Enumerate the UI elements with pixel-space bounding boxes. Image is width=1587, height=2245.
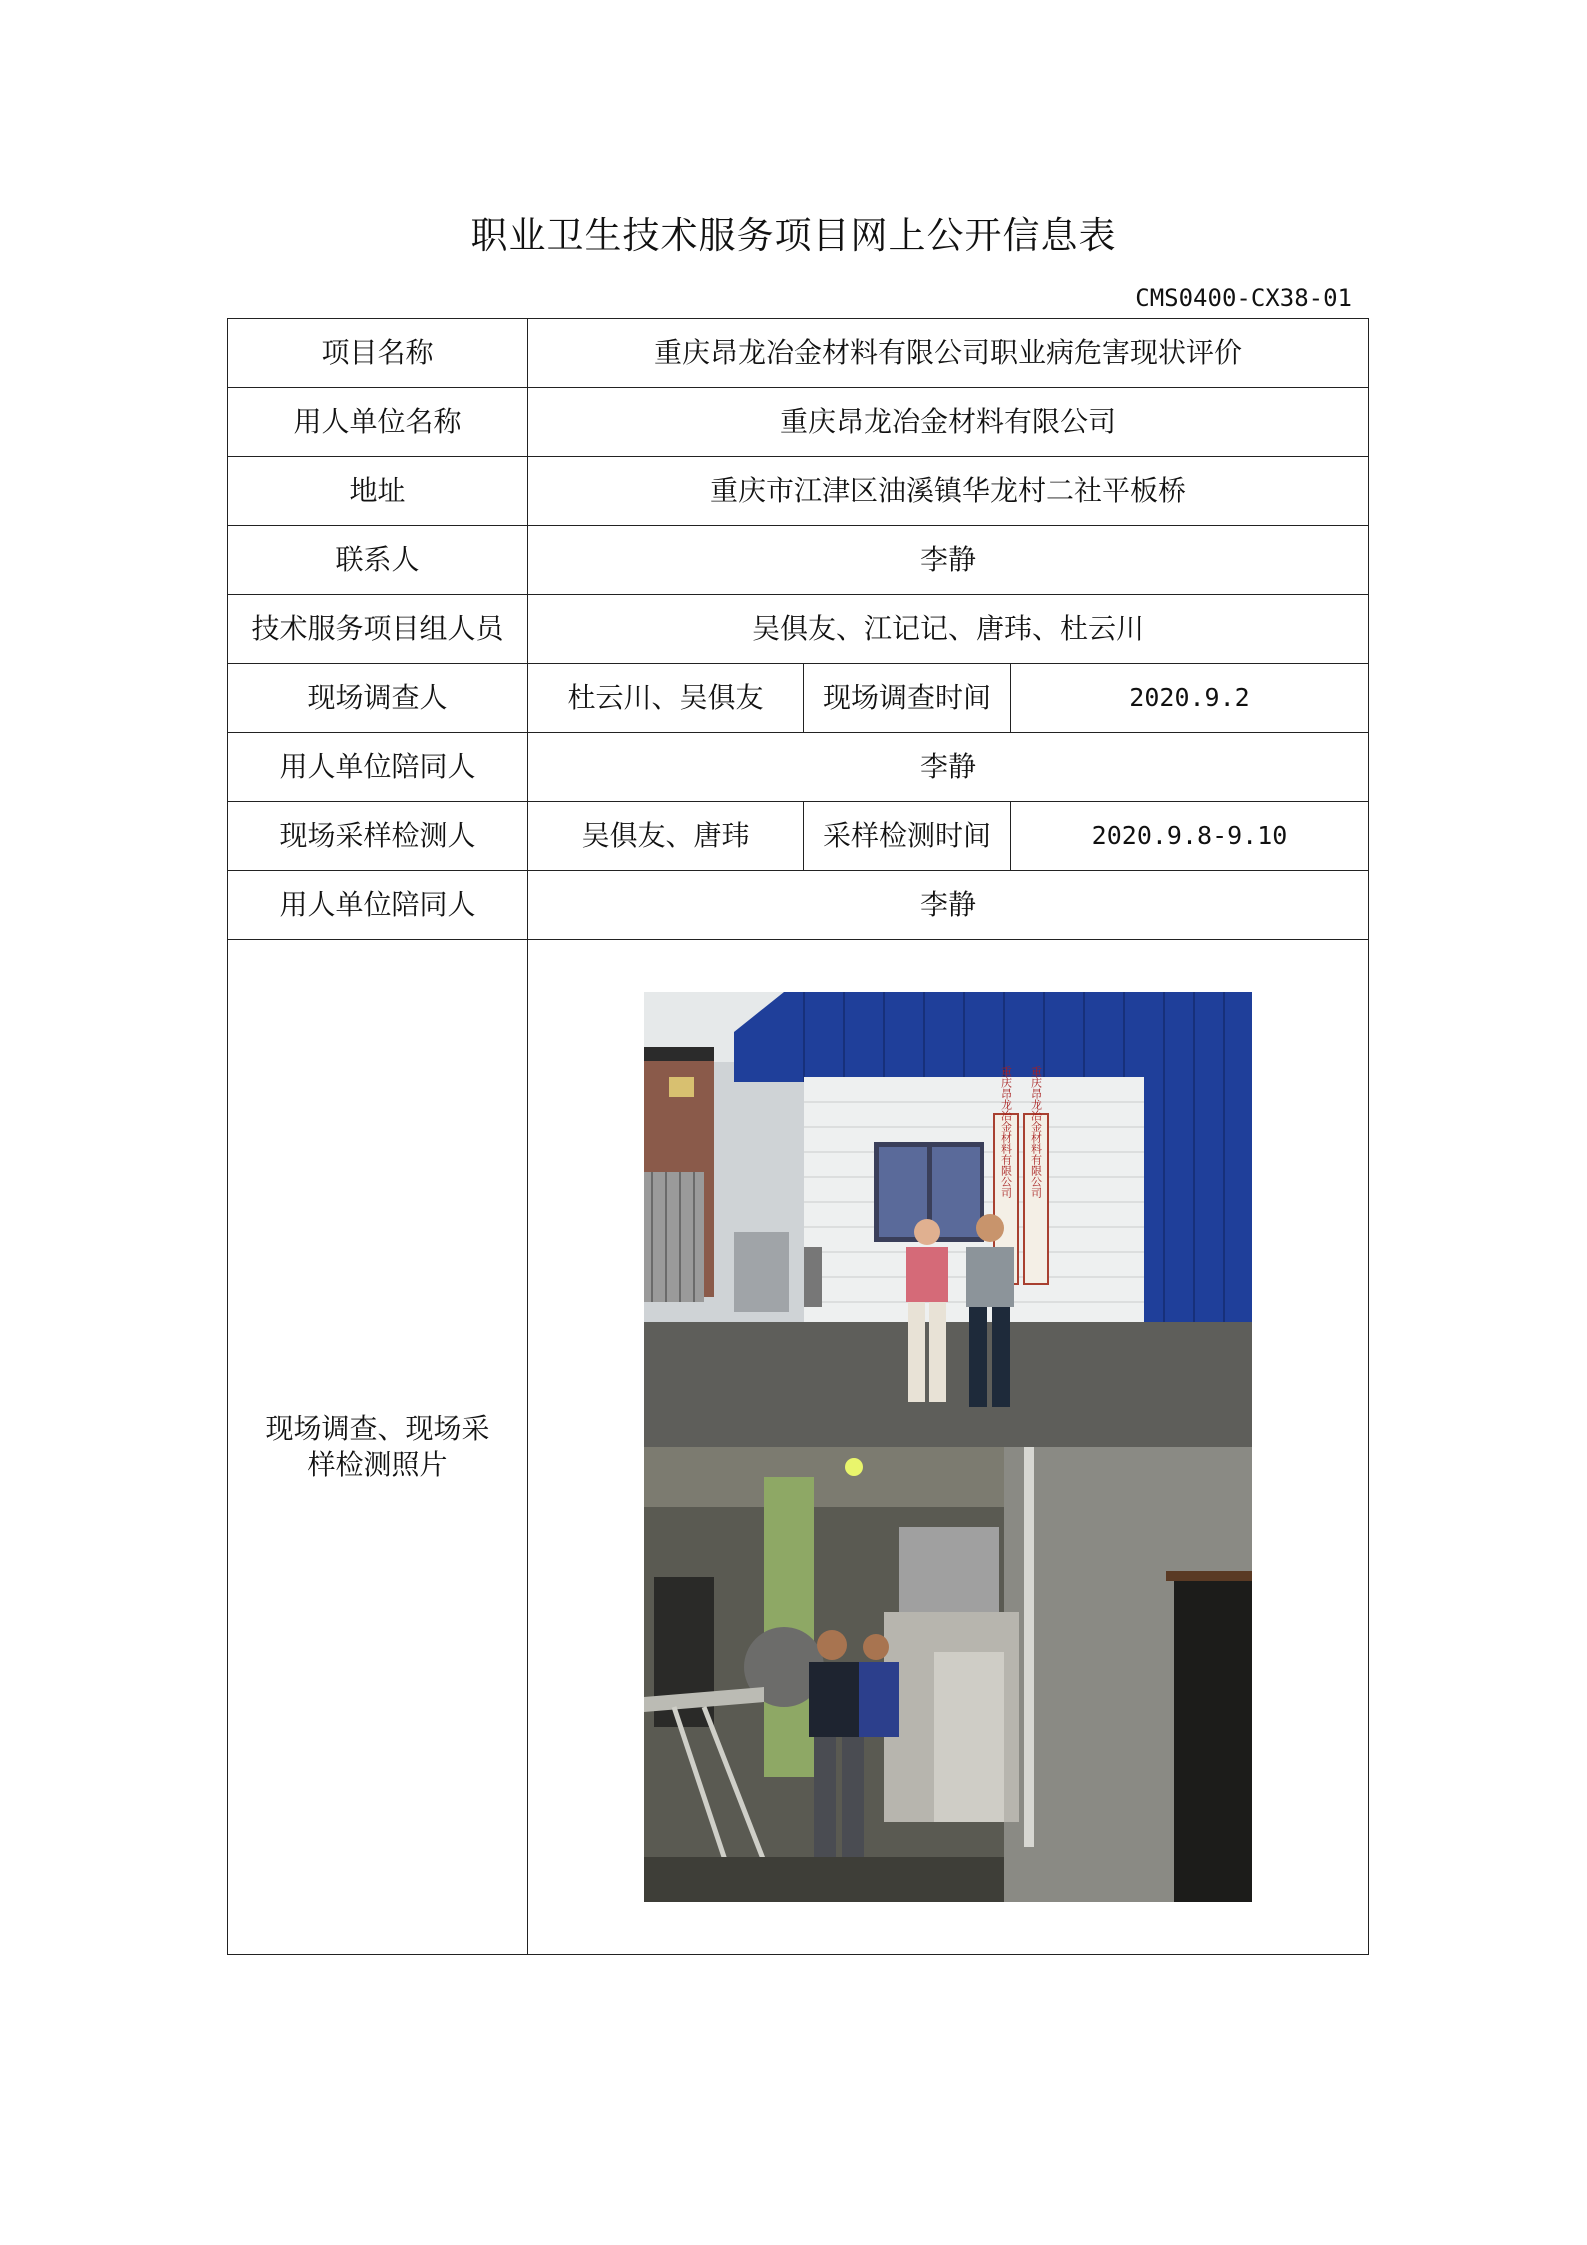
sampling-time-value: 2020.9.8-9.10	[1011, 802, 1369, 871]
signboard-right-text: 重庆昂龙冶金材料有限公司	[1029, 1066, 1043, 1198]
employer-name-value: 重庆昂龙冶金材料有限公司	[528, 388, 1369, 457]
survey-time-value: 2020.9.2	[1011, 664, 1369, 733]
row-label: 项目名称	[228, 319, 528, 388]
photos-container	[644, 992, 1252, 1902]
contact-value: 李静	[528, 526, 1369, 595]
team-value: 吴俱友、江记记、唐玮、杜云川	[528, 595, 1369, 664]
table-row	[228, 871, 1369, 940]
table-row	[228, 595, 1369, 664]
row-label: 用人单位名称	[228, 388, 528, 457]
document-title: 职业卫生技术服务项目网上公开信息表	[470, 214, 1117, 257]
row-label: 地址	[228, 457, 528, 526]
table-row	[228, 388, 1369, 457]
site-sampling-photo	[644, 1447, 1252, 1902]
survey-people-value: 杜云川、吴俱友	[528, 664, 804, 733]
table-row	[228, 733, 1369, 802]
row-label: 技术服务项目组人员	[228, 595, 528, 664]
row-label: 联系人	[228, 526, 528, 595]
info-table	[227, 318, 1369, 1955]
escort-value: 李静	[528, 733, 1369, 802]
row-label: 用人单位陪同人	[228, 733, 528, 802]
photos-cell	[528, 940, 1369, 1955]
table-row	[228, 526, 1369, 595]
sampling-people-value: 吴俱友、唐玮	[528, 802, 804, 871]
address-value: 重庆市江津区油溪镇华龙村二社平板桥	[528, 457, 1369, 526]
row-label: 现场采样检测人	[228, 802, 528, 871]
table-row	[228, 940, 1369, 1955]
table-row	[228, 319, 1369, 388]
escort-value: 李静	[528, 871, 1369, 940]
site-survey-photo	[644, 992, 1252, 1447]
photos-label: 现场调查、现场采样检测照片	[228, 940, 528, 1955]
table-row	[228, 457, 1369, 526]
sampling-time-label: 采样检测时间	[804, 802, 1011, 871]
row-label: 用人单位陪同人	[228, 871, 528, 940]
row-label: 现场调查人	[228, 664, 528, 733]
table-row	[228, 664, 1369, 733]
document-code: CMS0400-CX38-01	[1135, 284, 1352, 312]
signboard-left-text: 重庆昂龙冶金材料有限公司	[999, 1066, 1013, 1198]
survey-time-label: 现场调查时间	[804, 664, 1011, 733]
project-name-value: 重庆昂龙冶金材料有限公司职业病危害现状评价	[528, 319, 1369, 388]
table-row	[228, 802, 1369, 871]
